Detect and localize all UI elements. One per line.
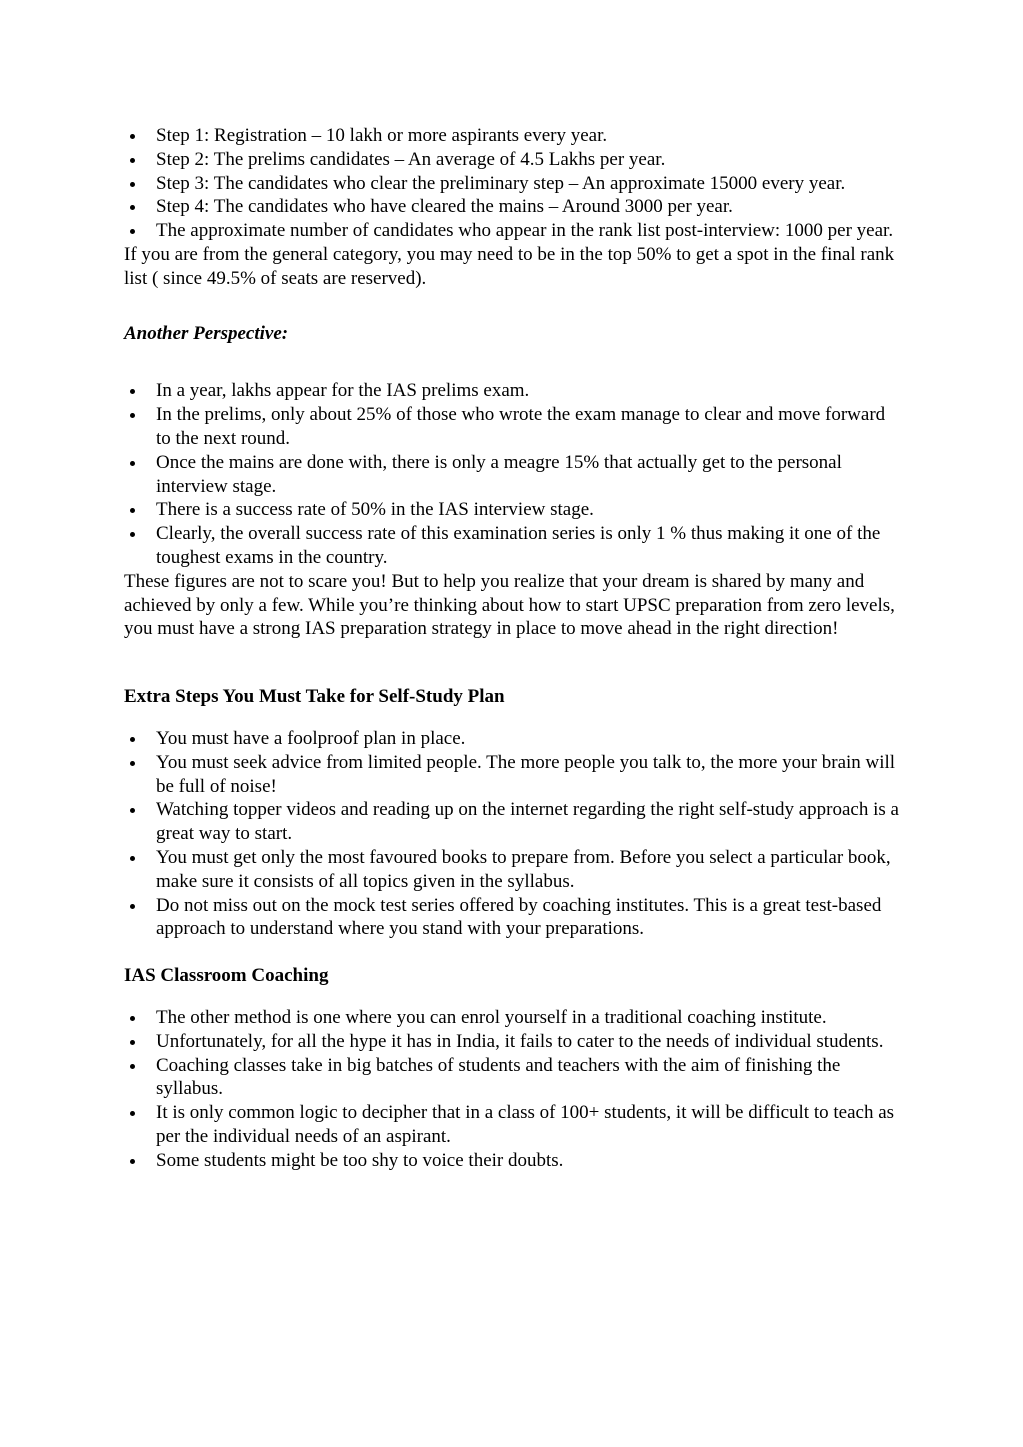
list-item: Some students might be too shy to voice their doubts. <box>124 1149 899 1173</box>
list-item: In the prelims, only about 25% of those who wrote the exam manage to clear and move forward to the next round. <box>124 403 899 451</box>
list-item: Clearly, the overall success rate of this examination series is only 1 % thus making it one of the toughest exams in the country. <box>124 522 899 570</box>
figures-paragraph: These figures are not to scare you! But to help you realize that your dream is shared by many and achieved by only a few. While you’re thinking about how to start UPSC preparation from zero levels, you must have a strong IAS preparation strategy in place to move ahead in the right direction! <box>124 570 895 640</box>
list-item: In a year, lakhs appear for the IAS prelims exam. <box>124 379 899 403</box>
perspective-list <box>124 379 899 569</box>
list-item: There is a success rate of 50% in the IAS interview stage. <box>124 498 899 522</box>
list-item: Step 4: The candidates who have cleared the mains – Around 3000 per year. <box>124 195 899 219</box>
list-item: The other method is one where you can enrol yourself in a traditional coaching institute. <box>124 1006 899 1030</box>
list-item: Watching topper videos and reading up on the internet regarding the right self-study approach is a great way to start. <box>124 798 899 846</box>
list-item: Step 2: The prelims candidates – An average of 4.5 Lakhs per year. <box>124 148 899 172</box>
classroom-coaching-list <box>124 1006 899 1173</box>
list-item: It is only common logic to decipher that in a class of 100+ students, it will be difficult to teach as per the individual needs of an aspirant. <box>124 1101 899 1149</box>
list-item: You must seek advice from limited people. The more people you talk to, the more your brain will be full of noise! <box>124 751 899 799</box>
list-item: Step 3: The candidates who clear the preliminary step – An approximate 15000 every year. <box>124 172 899 196</box>
list-item: Once the mains are done with, there is only a meagre 15% that actually get to the personal interview stage. <box>124 451 899 499</box>
general-category-paragraph: If you are from the general category, you may need to be in the top 50% to get a spot in the final rank list ( since 49.5% of seats are reserved). <box>124 243 895 289</box>
extra-steps-list <box>124 727 899 941</box>
list-item: Do not miss out on the mock test series offered by coaching institutes. This is a great test-based approach to understand where you stand with your preparations. <box>124 894 899 942</box>
classroom-coaching-heading: IAS Classroom Coaching <box>124 965 329 987</box>
extra-steps-heading: Extra Steps You Must Take for Self-Study Plan <box>124 686 505 708</box>
list-item: Unfortunately, for all the hype it has in India, it fails to cater to the needs of individual students. <box>124 1030 899 1054</box>
document-page <box>124 124 899 1172</box>
list-item: You must get only the most favoured books to prepare from. Before you select a particular book, make sure it consists of all topics given in the syllabus. <box>124 846 899 894</box>
list-item: Step 1: Registration – 10 lakh or more aspirants every year. <box>124 124 899 148</box>
list-item: You must have a foolproof plan in place. <box>124 727 899 751</box>
another-perspective-heading: Another Perspective: <box>124 322 289 344</box>
list-item: The approximate number of candidates who appear in the rank list post-interview: 1000 per year. <box>124 219 899 243</box>
list-item: Coaching classes take in big batches of students and teachers with the aim of finishing the syllabus. <box>124 1054 899 1102</box>
registration-steps-list <box>124 124 899 243</box>
